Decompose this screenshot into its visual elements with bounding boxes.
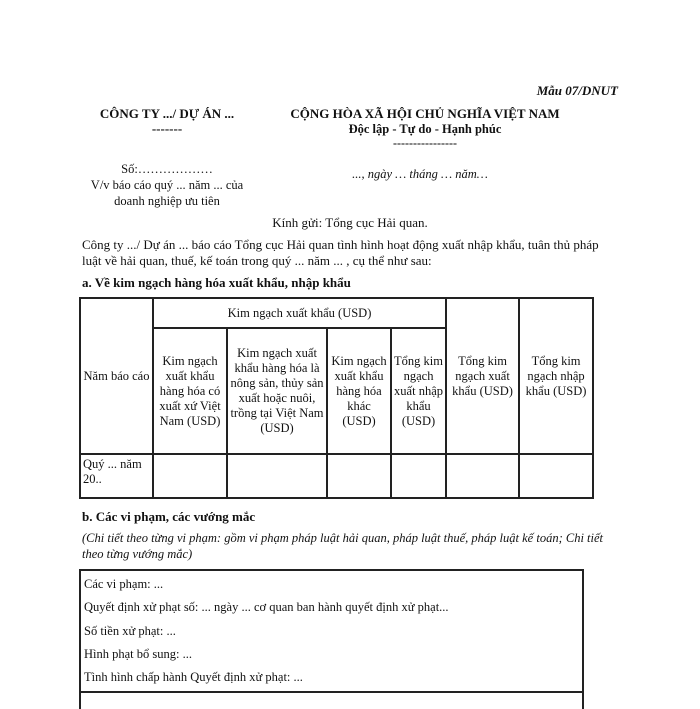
compliance-status-line: Tình hình chấp hành Quyết định xử phạt: ...	[84, 670, 303, 684]
table-cell[interactable]	[327, 454, 391, 498]
header-total-xnk: Tổng kim ngạch xuất nhập khẩu (USD)	[391, 328, 446, 454]
national-header	[255, 106, 595, 149]
fine-amount-line: Số tiền xử phạt: ...	[84, 624, 176, 638]
section-b-title: b. Các vi phạm, các vướng mắc	[82, 509, 256, 524]
national-motto: Độc lập - Tự do - Hạnh phúc	[348, 122, 502, 136]
company-name: CÔNG TY .../ DỰ ÁN ...	[99, 106, 235, 121]
document-number: Số:………………	[121, 162, 213, 176]
header-export-group: Kim ngạch xuất khẩu (USD)	[153, 298, 446, 328]
table-cell[interactable]	[153, 454, 227, 498]
export-import-table	[79, 297, 594, 499]
header-agri: Kim ngạch xuất khẩu hàng hóa là nông sản, thủy sản xuất hoặc nuôi, trồng tại Việt Nam (USD)	[227, 328, 327, 454]
table-cell[interactable]	[519, 454, 593, 498]
table-cell[interactable]	[446, 454, 519, 498]
box-divider	[81, 691, 582, 693]
header-total-export: Tổng kim ngạch xuất khẩu (USD)	[446, 298, 519, 454]
section-b-note: (Chi tiết theo từng vi phạm: gồm vi phạm pháp luật hải quan, pháp luật thuế, pháp luật kế toán; Chi tiết theo từng vướng mắc)	[82, 531, 604, 561]
header-year: Năm báo cáo	[80, 298, 153, 454]
subject-line-2: doanh nghiệp ưu tiên	[114, 194, 220, 208]
violations-box	[79, 569, 584, 709]
subject-line-1: V/v báo cáo quý ... năm ... của	[90, 178, 244, 192]
header-vn-origin: Kim ngạch xuất khẩu hàng hóa có xuất xứ Việt Nam (USD)	[153, 328, 227, 454]
header-other: Kim ngạch xuất khẩu hàng hóa khác (USD)	[327, 328, 391, 454]
company-divider: -------	[151, 121, 183, 136]
header-total-import: Tổng kim ngạch nhập khẩu (USD)	[519, 298, 593, 454]
section-a-title: a. Về kim ngạch hàng hóa xuất khẩu, nhập khẩu	[82, 275, 351, 290]
form-code: Mẫu 07/DNUT	[536, 83, 618, 98]
company-header	[82, 106, 252, 136]
date-line: ..., ngày … tháng … năm…	[352, 167, 488, 181]
penalty-decision-line: Quyết định xử phạt số: ... ngày ... cơ quan ban hành quyết định xử phạt...	[84, 600, 449, 614]
document-number-block	[82, 161, 252, 209]
violation-line: Các vi phạm: ...	[84, 577, 164, 591]
table-cell[interactable]	[391, 454, 446, 498]
additional-penalty-line: Hình phạt bổ sung: ...	[84, 647, 192, 661]
nation-name: CỘNG HÒA XÃ HỘI CHỦ NGHĨA VIỆT NAM	[290, 106, 560, 121]
motto-divider: ----------------	[393, 136, 457, 150]
recipient: Kính gửi: Tổng cục Hải quan.	[272, 215, 428, 230]
intro-paragraph: Công ty .../ Dự án ... báo cáo Tổng cục Hải quan tình hình hoạt động xuất nhập khẩu, tuân thủ pháp luật về hải quan, thuế, kế toán trong quý ... năm ... , cụ thể như sau:	[82, 237, 599, 268]
table-cell[interactable]	[227, 454, 327, 498]
row-label: Quý ... năm 20..	[80, 454, 153, 498]
